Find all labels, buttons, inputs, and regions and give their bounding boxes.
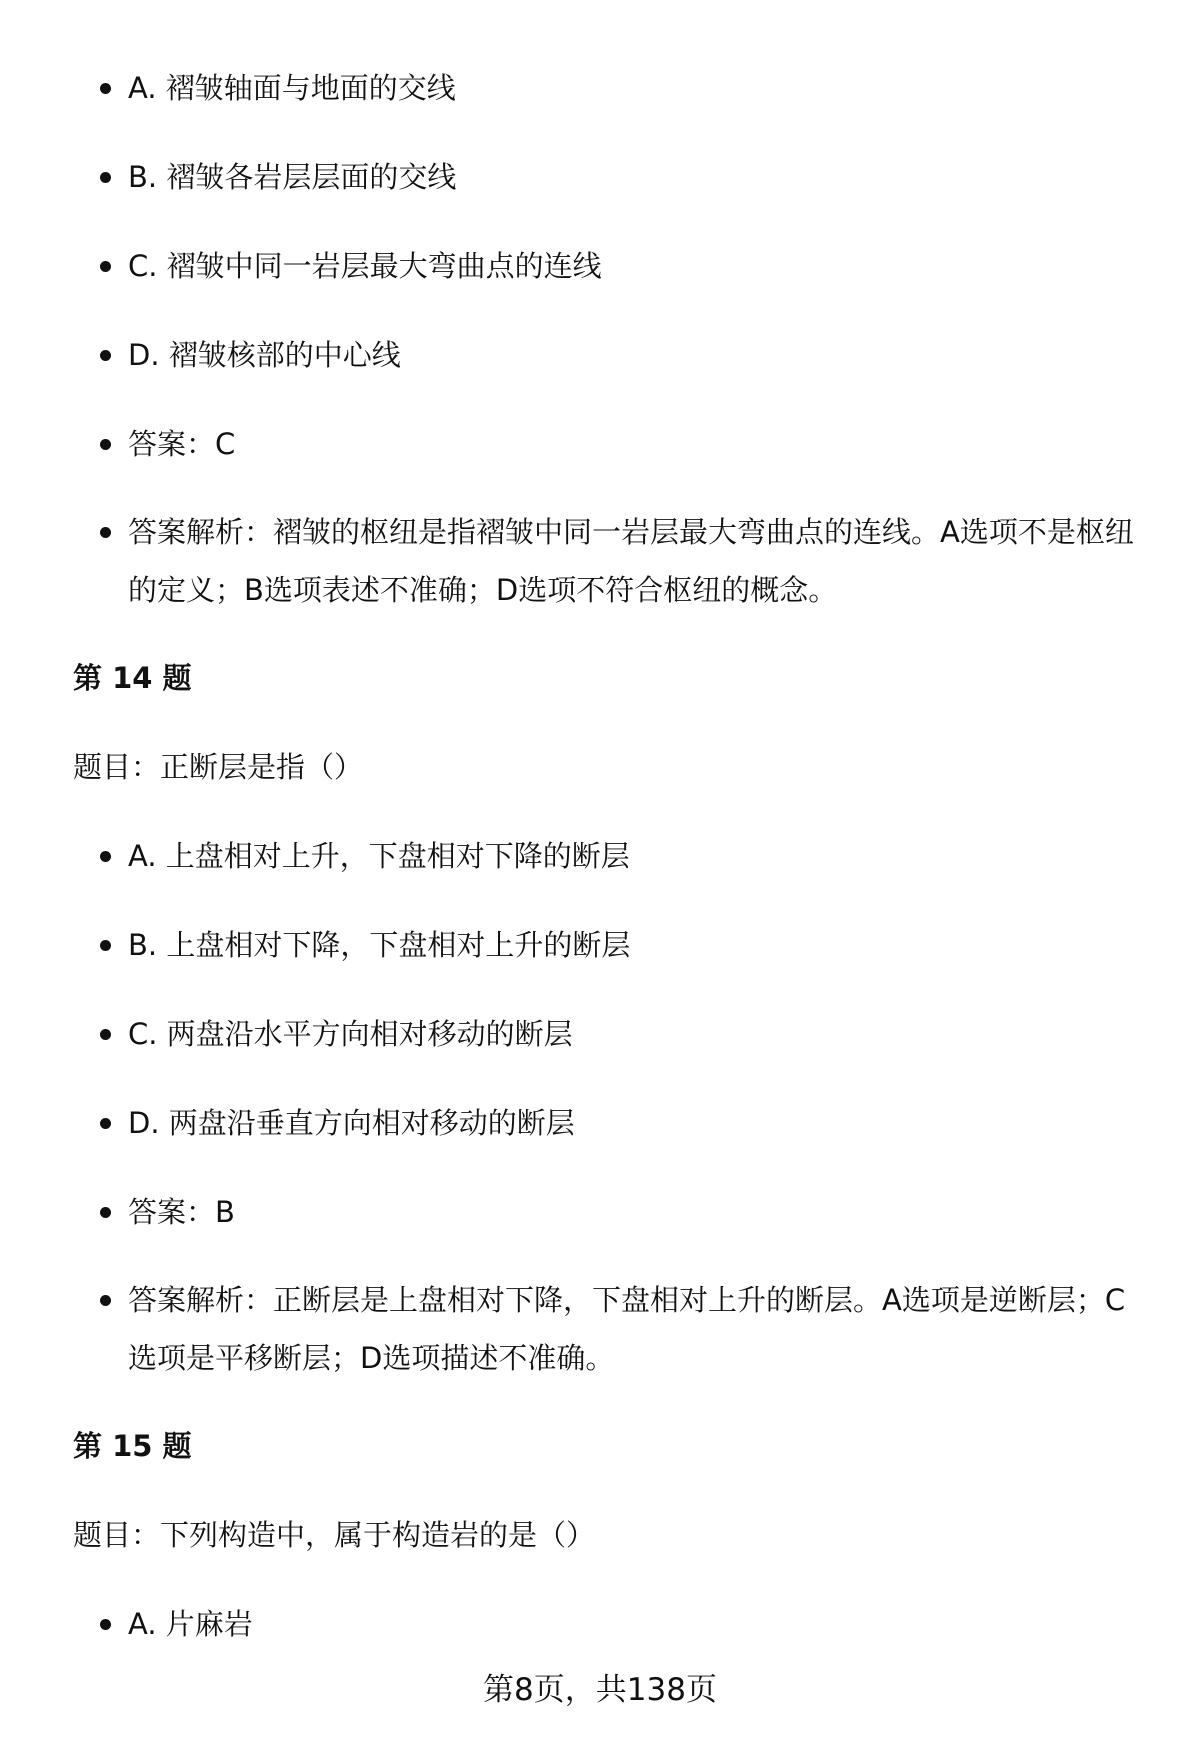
- q15-heading: 第 15 题: [73, 1429, 192, 1463]
- q13-answer-text: 答案：C: [128, 427, 236, 461]
- page-number-label: 第8页，共138页: [483, 1672, 717, 1708]
- q13-option-d: [73, 325, 1153, 385]
- q13-option-a: [73, 58, 1153, 118]
- bullet-dot-icon: [100, 527, 111, 538]
- q14-answer-text: 答案：B: [128, 1195, 235, 1229]
- q13-explanation: [73, 503, 1153, 619]
- q14-answer: [73, 1182, 1153, 1242]
- page-content: [73, 58, 1153, 1683]
- q13-option-a-text: A. 褶皱轴面与地面的交线: [128, 71, 456, 105]
- q14-option-b-text: B. 上盘相对下降，下盘相对上升的断层: [128, 928, 631, 962]
- q14-option-a: [73, 826, 1153, 886]
- q14-option-a-text: A. 上盘相对上升，下盘相对下降的断层: [128, 839, 630, 873]
- q15-option-list: [73, 1594, 1153, 1654]
- q15-option-a-text: A. 片麻岩: [128, 1607, 253, 1641]
- bullet-dot-icon: [100, 1295, 111, 1306]
- bullet-dot-icon: [100, 851, 111, 862]
- page-footer: [0, 1665, 1200, 1715]
- bullet-dot-icon: [100, 439, 111, 450]
- bullet-dot-icon: [100, 940, 111, 951]
- q14-option-d-text: D. 两盘沿垂直方向相对移动的断层: [128, 1106, 575, 1140]
- bullet-dot-icon: [100, 350, 111, 361]
- q14-heading: 第 14 题: [73, 661, 192, 695]
- bullet-dot-icon: [100, 172, 111, 183]
- bullet-dot-icon: [100, 83, 111, 94]
- q13-option-c-text: C. 褶皱中同一岩层最大弯曲点的连线: [128, 249, 602, 283]
- q14-stem: 题目：正断层是指（）: [73, 750, 364, 784]
- q14-option-c-text: C. 两盘沿水平方向相对移动的断层: [128, 1017, 573, 1051]
- q14-option-d: [73, 1093, 1153, 1153]
- q14-option-list: [73, 826, 1153, 1387]
- bullet-dot-icon: [100, 1619, 111, 1630]
- q14-option-b: [73, 915, 1153, 975]
- q15-option-a: [73, 1594, 1153, 1654]
- bullet-dot-icon: [100, 1207, 111, 1218]
- bullet-dot-icon: [100, 1118, 111, 1129]
- q13-option-b: [73, 147, 1153, 207]
- q15-stem: 题目：下列构造中，属于构造岩的是（）: [73, 1518, 596, 1552]
- q13-explanation-text: 答案解析：褶皱的枢纽是指褶皱中同一岩层最大弯曲点的连线。A选项不是枢纽的定义；B选项表述不准确；D选项不符合枢纽的概念。: [128, 515, 1134, 607]
- q13-answer: [73, 414, 1153, 474]
- q14-explanation: [73, 1271, 1153, 1387]
- bullet-dot-icon: [100, 1029, 111, 1040]
- q13-option-list: [73, 58, 1153, 619]
- q13-option-d-text: D. 褶皱核部的中心线: [128, 338, 401, 372]
- bullet-dot-icon: [100, 261, 111, 272]
- q13-option-b-text: B. 褶皱各岩层层面的交线: [128, 160, 457, 194]
- q14-option-c: [73, 1004, 1153, 1064]
- q14-explanation-text: 答案解析：正断层是上盘相对下降，下盘相对上升的断层。A选项是逆断层；C选项是平移断层；D选项描述不准确。: [128, 1283, 1126, 1375]
- q13-option-c: [73, 236, 1153, 296]
